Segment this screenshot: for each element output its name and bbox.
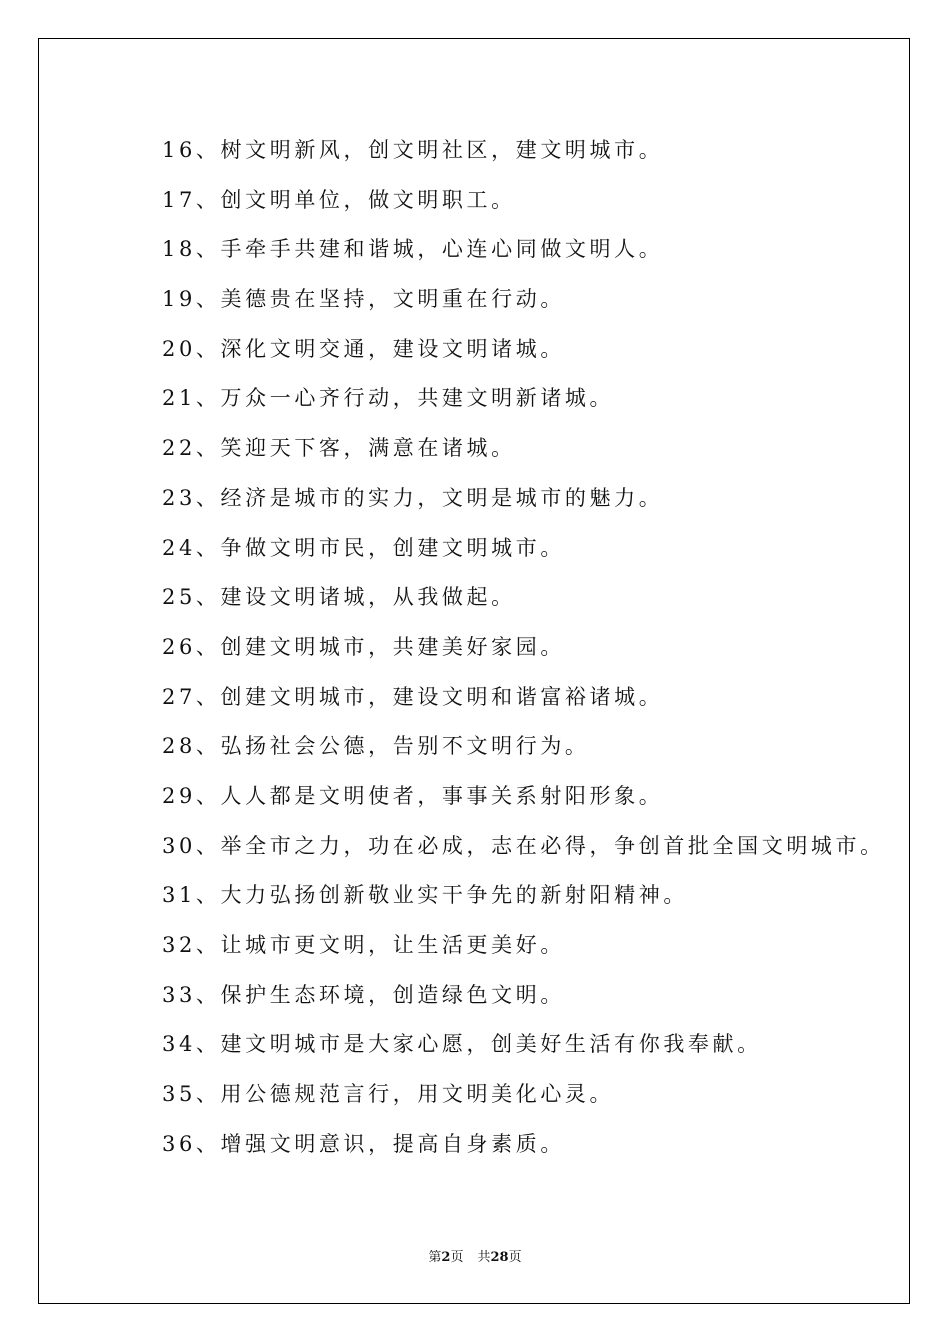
list-item: 23、经济是城市的实力，文明是城市的魅力。 <box>162 485 664 510</box>
list-item: 33、保护生态环境，创造绿色文明。 <box>162 982 565 1007</box>
list-item: 34、建文明城市是大家心愿，创美好生活有你我奉献。 <box>162 1032 762 1057</box>
total-prefix: 共 <box>477 1250 491 1265</box>
list-item: 30、举全市之力，功在必成，志在必得，争创首批全国文明城市。 <box>162 833 885 858</box>
total-pages: 28 <box>490 1250 509 1265</box>
total-suffix: 页 <box>508 1250 522 1265</box>
page-footer <box>0 1246 950 1265</box>
list-item: 19、美德贵在坚持，文明重在行动。 <box>162 287 565 312</box>
list-item: 27、创建文明城市，建设文明和谐富裕诸城。 <box>162 684 664 709</box>
list-item: 24、争做文明市民，创建文明城市。 <box>162 535 565 560</box>
page-number: 2 <box>441 1250 451 1265</box>
list-item: 18、手牵手共建和谐城，心连心同做文明人。 <box>162 237 664 262</box>
list-item: 21、万众一心齐行动，共建文明新诸城。 <box>162 386 615 411</box>
list-item: 16、树文明新风，创文明社区，建文明城市。 <box>162 138 664 162</box>
list-item: 17、创文明单位，做文明职工。 <box>162 187 516 212</box>
list-item: 32、让城市更文明，让生活更美好。 <box>162 933 565 957</box>
list-item: 22、笑迎天下客，满意在诸城。 <box>162 436 516 461</box>
list-item: 29、人人都是文明使者，事事关系射阳形象。 <box>162 783 664 808</box>
page-prefix: 第 <box>428 1250 442 1265</box>
list-item: 31、大力弘扬创新敬业实干争先的新射阳精神。 <box>162 883 688 908</box>
list-item: 26、创建文明城市，共建美好家园。 <box>162 634 565 659</box>
list-item: 28、弘扬社会公德，告别不文明行为。 <box>162 734 590 759</box>
list-item: 20、深化文明交通，建设文明诸城。 <box>162 336 565 361</box>
list-item: 25、建设文明诸城，从我做起。 <box>162 585 516 610</box>
page-suffix: 页 <box>450 1250 464 1265</box>
slogan-list <box>162 129 885 1172</box>
list-item: 36、增强文明意识，提高自身素质。 <box>162 1131 565 1156</box>
list-item: 35、用公德规范言行，用文明美化心灵。 <box>162 1082 615 1107</box>
